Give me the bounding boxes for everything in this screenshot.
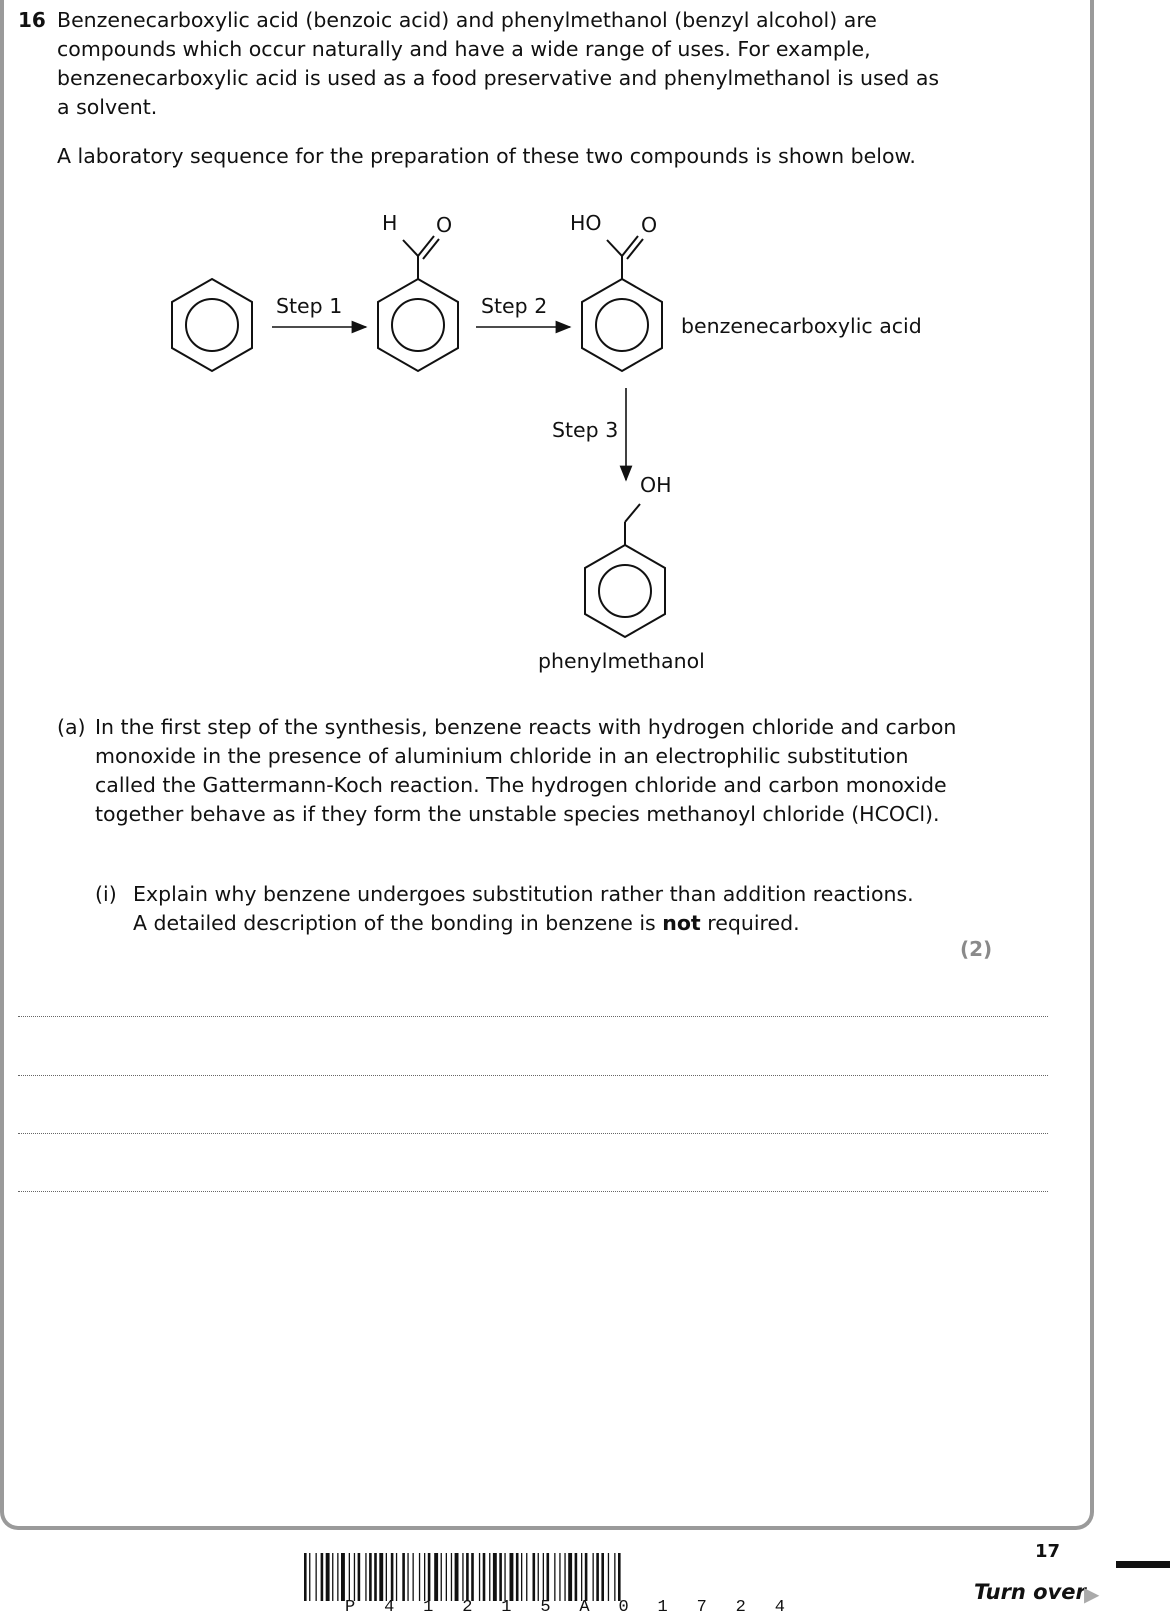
barcode-bar <box>554 1553 555 1601</box>
barcode-bar <box>608 1553 609 1601</box>
phenylmethanol-structure <box>585 504 665 637</box>
barcode-bar <box>407 1553 408 1601</box>
barcode-char: 1 <box>657 1598 668 1617</box>
answer-line[interactable] <box>18 1075 1048 1076</box>
barcode-bar <box>441 1553 442 1601</box>
barcode-bar <box>316 1553 317 1601</box>
acid-o-label: O <box>641 213 658 237</box>
step1-label: Step 1 <box>276 294 343 318</box>
barcode-bar <box>374 1553 377 1601</box>
barcode <box>304 1553 789 1601</box>
barcode-char: 0 <box>618 1598 629 1617</box>
barcode-bar <box>483 1553 486 1601</box>
barcode-bar <box>369 1553 372 1601</box>
barcode-bar <box>593 1553 594 1601</box>
part-a-label: (a) <box>57 715 86 739</box>
barcode-bar <box>337 1553 338 1601</box>
barcode-bar <box>396 1553 397 1601</box>
barcode-bar <box>354 1553 355 1601</box>
question-intro: Benzenecarboxylic acid (benzoic acid) and phenylmethanol (benzyl alcohol) are compounds which occur naturally and have a wide range of uses. For example, benzenecarboxylic acid is used as a food preservative and phenylmethanol is used as a solvent. <box>57 8 940 119</box>
barcode-bar <box>434 1553 438 1601</box>
barcode-bar <box>471 1553 474 1601</box>
barcode-char: 7 <box>696 1598 707 1617</box>
barcode-bar <box>341 1553 345 1601</box>
part-i-text <box>133 880 973 938</box>
barcode-bar <box>516 1553 519 1601</box>
barcode-bar <box>402 1553 405 1601</box>
barcode-bar <box>538 1553 539 1601</box>
barcode-bar <box>489 1553 490 1601</box>
aldehyde-h-label: H <box>382 211 398 235</box>
barcode-bar <box>575 1553 578 1601</box>
barcode-char: 2 <box>462 1598 473 1617</box>
sequence-text: A laboratory sequence for the preparation of these two compounds is shown below. <box>57 144 916 168</box>
barcode-bar <box>462 1553 463 1601</box>
barcode-bar <box>391 1553 394 1601</box>
barcode-bar <box>455 1553 459 1601</box>
emphasis-not: not <box>662 911 701 935</box>
benzene-ring <box>172 279 252 371</box>
part-i-line2-end: required. <box>707 911 800 935</box>
turn-over-label: Turn over <box>974 1580 1086 1604</box>
barcode-bar <box>564 1553 565 1601</box>
barcode-bar <box>526 1553 527 1601</box>
step3-label: Step 3 <box>552 418 619 442</box>
barcode-char: 4 <box>384 1598 395 1617</box>
barcode-char: 4 <box>774 1598 785 1617</box>
acid-name-label: benzenecarboxylic acid <box>681 314 922 338</box>
barcode-bar <box>451 1553 452 1601</box>
barcode-bar <box>533 1553 536 1601</box>
barcode-bar <box>479 1553 480 1601</box>
barcode-bar <box>568 1553 572 1601</box>
barcode-bar <box>326 1553 330 1601</box>
page-number: 17 <box>1035 1541 1061 1562</box>
barcode-bar <box>585 1553 588 1601</box>
barcode-bar <box>358 1553 361 1601</box>
alcohol-oh-label: OH <box>640 473 672 497</box>
barcode-bar <box>614 1553 615 1601</box>
barcode-bar <box>309 1553 310 1601</box>
barcode-bar <box>332 1553 333 1601</box>
margin-bar <box>1116 1561 1170 1568</box>
barcode-bar <box>321 1553 324 1601</box>
barcode-bar <box>424 1553 425 1601</box>
answer-line[interactable] <box>18 1191 1048 1192</box>
barcode-bar <box>596 1553 599 1601</box>
barcode-char: 2 <box>735 1598 746 1617</box>
barcode-bar <box>446 1553 447 1601</box>
barcode-bar <box>601 1553 604 1601</box>
reaction-scheme <box>0 0 1170 700</box>
barcode-bar <box>510 1553 514 1601</box>
barcode-bar <box>413 1553 414 1601</box>
barcode-char: 1 <box>501 1598 512 1617</box>
barcode-bar <box>504 1553 505 1601</box>
barcode-char: A <box>579 1598 590 1617</box>
barcode-bar <box>365 1553 366 1601</box>
barcode-bar <box>466 1553 469 1601</box>
barcode-bar <box>304 1553 307 1601</box>
barcode-char: 1 <box>423 1598 434 1617</box>
barcode-bar <box>521 1553 522 1601</box>
part-a-text: In the first step of the synthesis, benzene reacts with hydrogen chloride and carbon monoxide in the presence of aluminium chloride in an electrophilic substitution called the Gattermann-Koch reaction. The hydrogen chloride and carbon monoxide together behave as if they form the unstable species methanoyl chloride (HCOCl). <box>95 715 957 826</box>
barcode-bar <box>493 1553 497 1601</box>
part-i-line2 <box>133 909 973 938</box>
play-arrow-icon: ▶ <box>1084 1582 1100 1606</box>
part-i-label: (i) <box>95 882 117 906</box>
barcode-bar <box>499 1553 502 1601</box>
barcode-text <box>345 1598 785 1617</box>
answer-line[interactable] <box>18 1133 1048 1134</box>
barcode-bar <box>386 1553 387 1601</box>
barcode-char: P <box>345 1598 356 1617</box>
part-i-line2-start: A detailed description of the bonding in benzene is <box>133 911 656 935</box>
barcode-bar <box>581 1553 582 1601</box>
barcode-bar <box>379 1553 383 1601</box>
question-number: 16 <box>18 8 46 32</box>
barcode-bar <box>419 1553 420 1601</box>
barcode-bar <box>618 1553 621 1601</box>
benzaldehyde-structure <box>378 236 458 371</box>
barcode-bar <box>547 1553 550 1601</box>
barcode-char: 5 <box>540 1598 551 1617</box>
answer-line[interactable] <box>18 1016 1048 1017</box>
alcohol-name-label: phenylmethanol <box>538 649 705 673</box>
barcode-bar <box>428 1553 431 1601</box>
barcode-bar <box>559 1553 560 1601</box>
step2-label: Step 2 <box>481 294 548 318</box>
barcode-bar <box>543 1553 544 1601</box>
acid-ho-label: HO <box>570 211 602 235</box>
aldehyde-o-label: O <box>436 213 453 237</box>
benzoic-acid-structure <box>582 236 662 371</box>
barcode-bar <box>349 1553 350 1601</box>
part-i-line1: Explain why benzene undergoes substitution rather than addition reactions. <box>133 882 914 906</box>
marks-indicator: (2) <box>960 937 993 961</box>
